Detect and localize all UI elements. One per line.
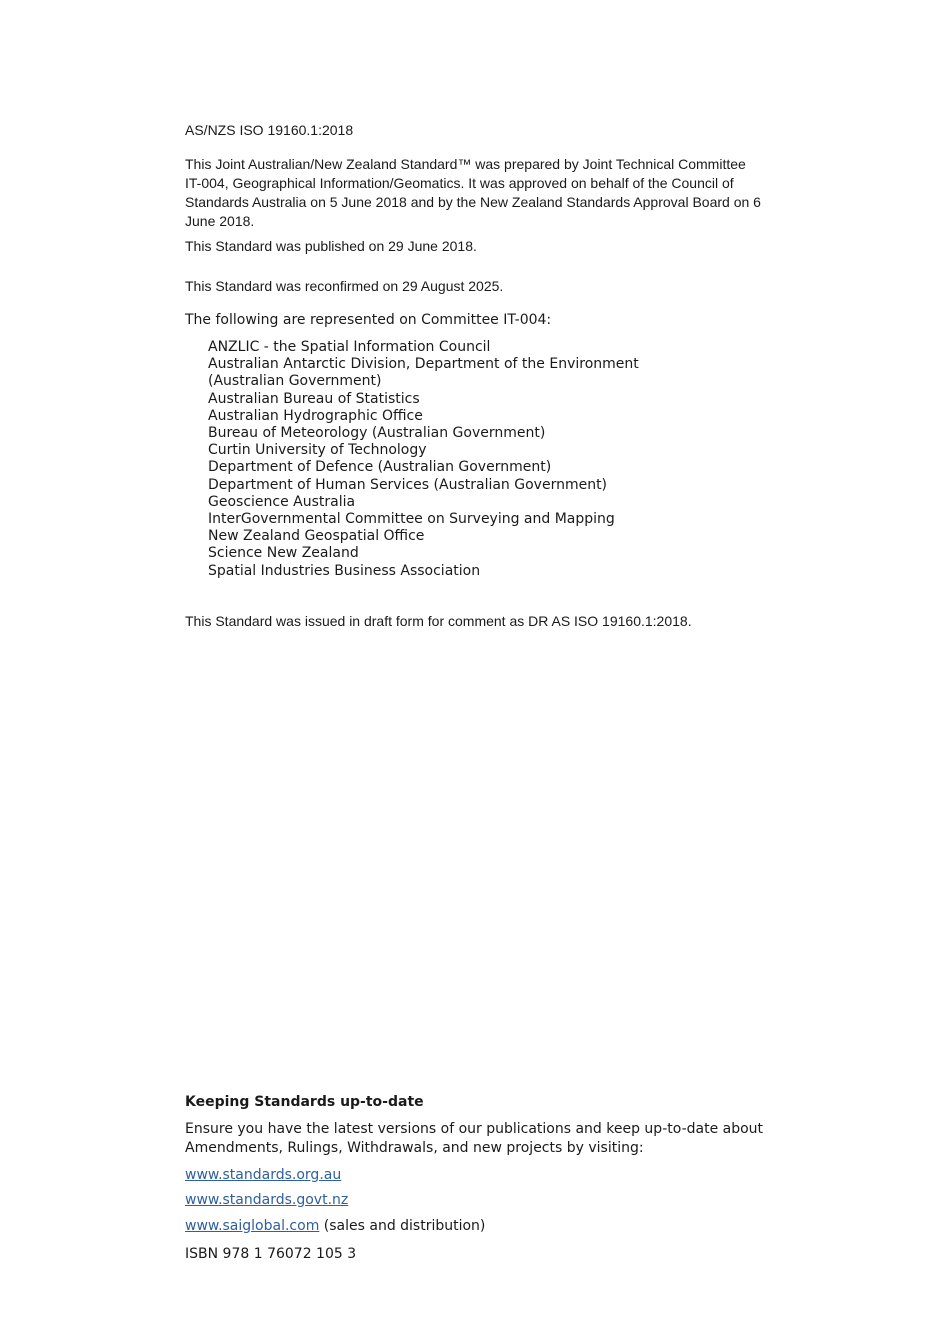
list-item: Department of Defence (Australian Government) [208, 459, 552, 476]
list-item: Spatial Industries Business Association [208, 562, 481, 579]
draft-note: This Standard was issued in draft form for comment as DR AS ISO 19160.1:2018. [185, 613, 692, 629]
published-note: This Standard was published on 29 June 2018. [185, 238, 477, 254]
link-row [185, 1215, 485, 1234]
list-item: InterGovernmental Committee on Surveying and Mapping [208, 511, 615, 528]
list-item: Bureau of Meteorology (Australian Government) [208, 425, 546, 442]
keeping-up-to-date-body: Ensure you have the latest versions of our publications and keep up-to-date about Amendments, Rulings, Withdrawals, and new projects by visiting: [185, 1121, 764, 1156]
keeping-up-to-date-heading: Keeping Standards up-to-date [185, 1094, 424, 1110]
link-row [185, 1189, 348, 1208]
list-item: Australian Bureau of Statistics [208, 390, 420, 407]
standards-govt-nz-link[interactable]: www.standards.govt.nz [185, 1192, 349, 1208]
list-item: Australian Hydrographic Office [208, 407, 423, 424]
list-item: Geoscience Australia [208, 493, 356, 510]
saiglobal-link[interactable]: www.saiglobal.com [185, 1218, 320, 1234]
standards-org-au-link[interactable]: www.standards.org.au [185, 1167, 342, 1183]
list-item: Australian Antarctic Division, Department of the Environment [208, 356, 639, 373]
list-item: Curtin University of Technology [208, 442, 427, 459]
list-item: (Australian Government) [208, 373, 382, 390]
standard-designation: AS/NZS ISO 19160.1:2018 [185, 122, 354, 138]
list-item: Science New Zealand [208, 545, 359, 562]
committee-intro: The following are represented on Committee IT-004: [185, 312, 552, 328]
list-item: ANZLIC - the Spatial Information Council [208, 339, 491, 355]
isbn: ISBN 978 1 76072 105 3 [185, 1246, 357, 1262]
list-item: New Zealand Geospatial Office [208, 528, 425, 545]
list-item: Department of Human Services (Australian Government) [208, 476, 608, 493]
link-row [185, 1164, 341, 1183]
reconfirmed-note: This Standard was reconfirmed on 29 August 2025. [185, 278, 504, 294]
committee-member-list [208, 339, 639, 580]
preparation-paragraph: This Joint Australian/New Zealand Standard™ was prepared by Joint Technical Committee IT-004, Geographical Information/Geomatics. It was approved on behalf of the Council of Standards Australia on 5 June 2018 and by the New Zealand Standards Approval Board on 6 June 2018. [185, 156, 761, 229]
saiglobal-link-suffix: (sales and distribution) [319, 1218, 486, 1234]
